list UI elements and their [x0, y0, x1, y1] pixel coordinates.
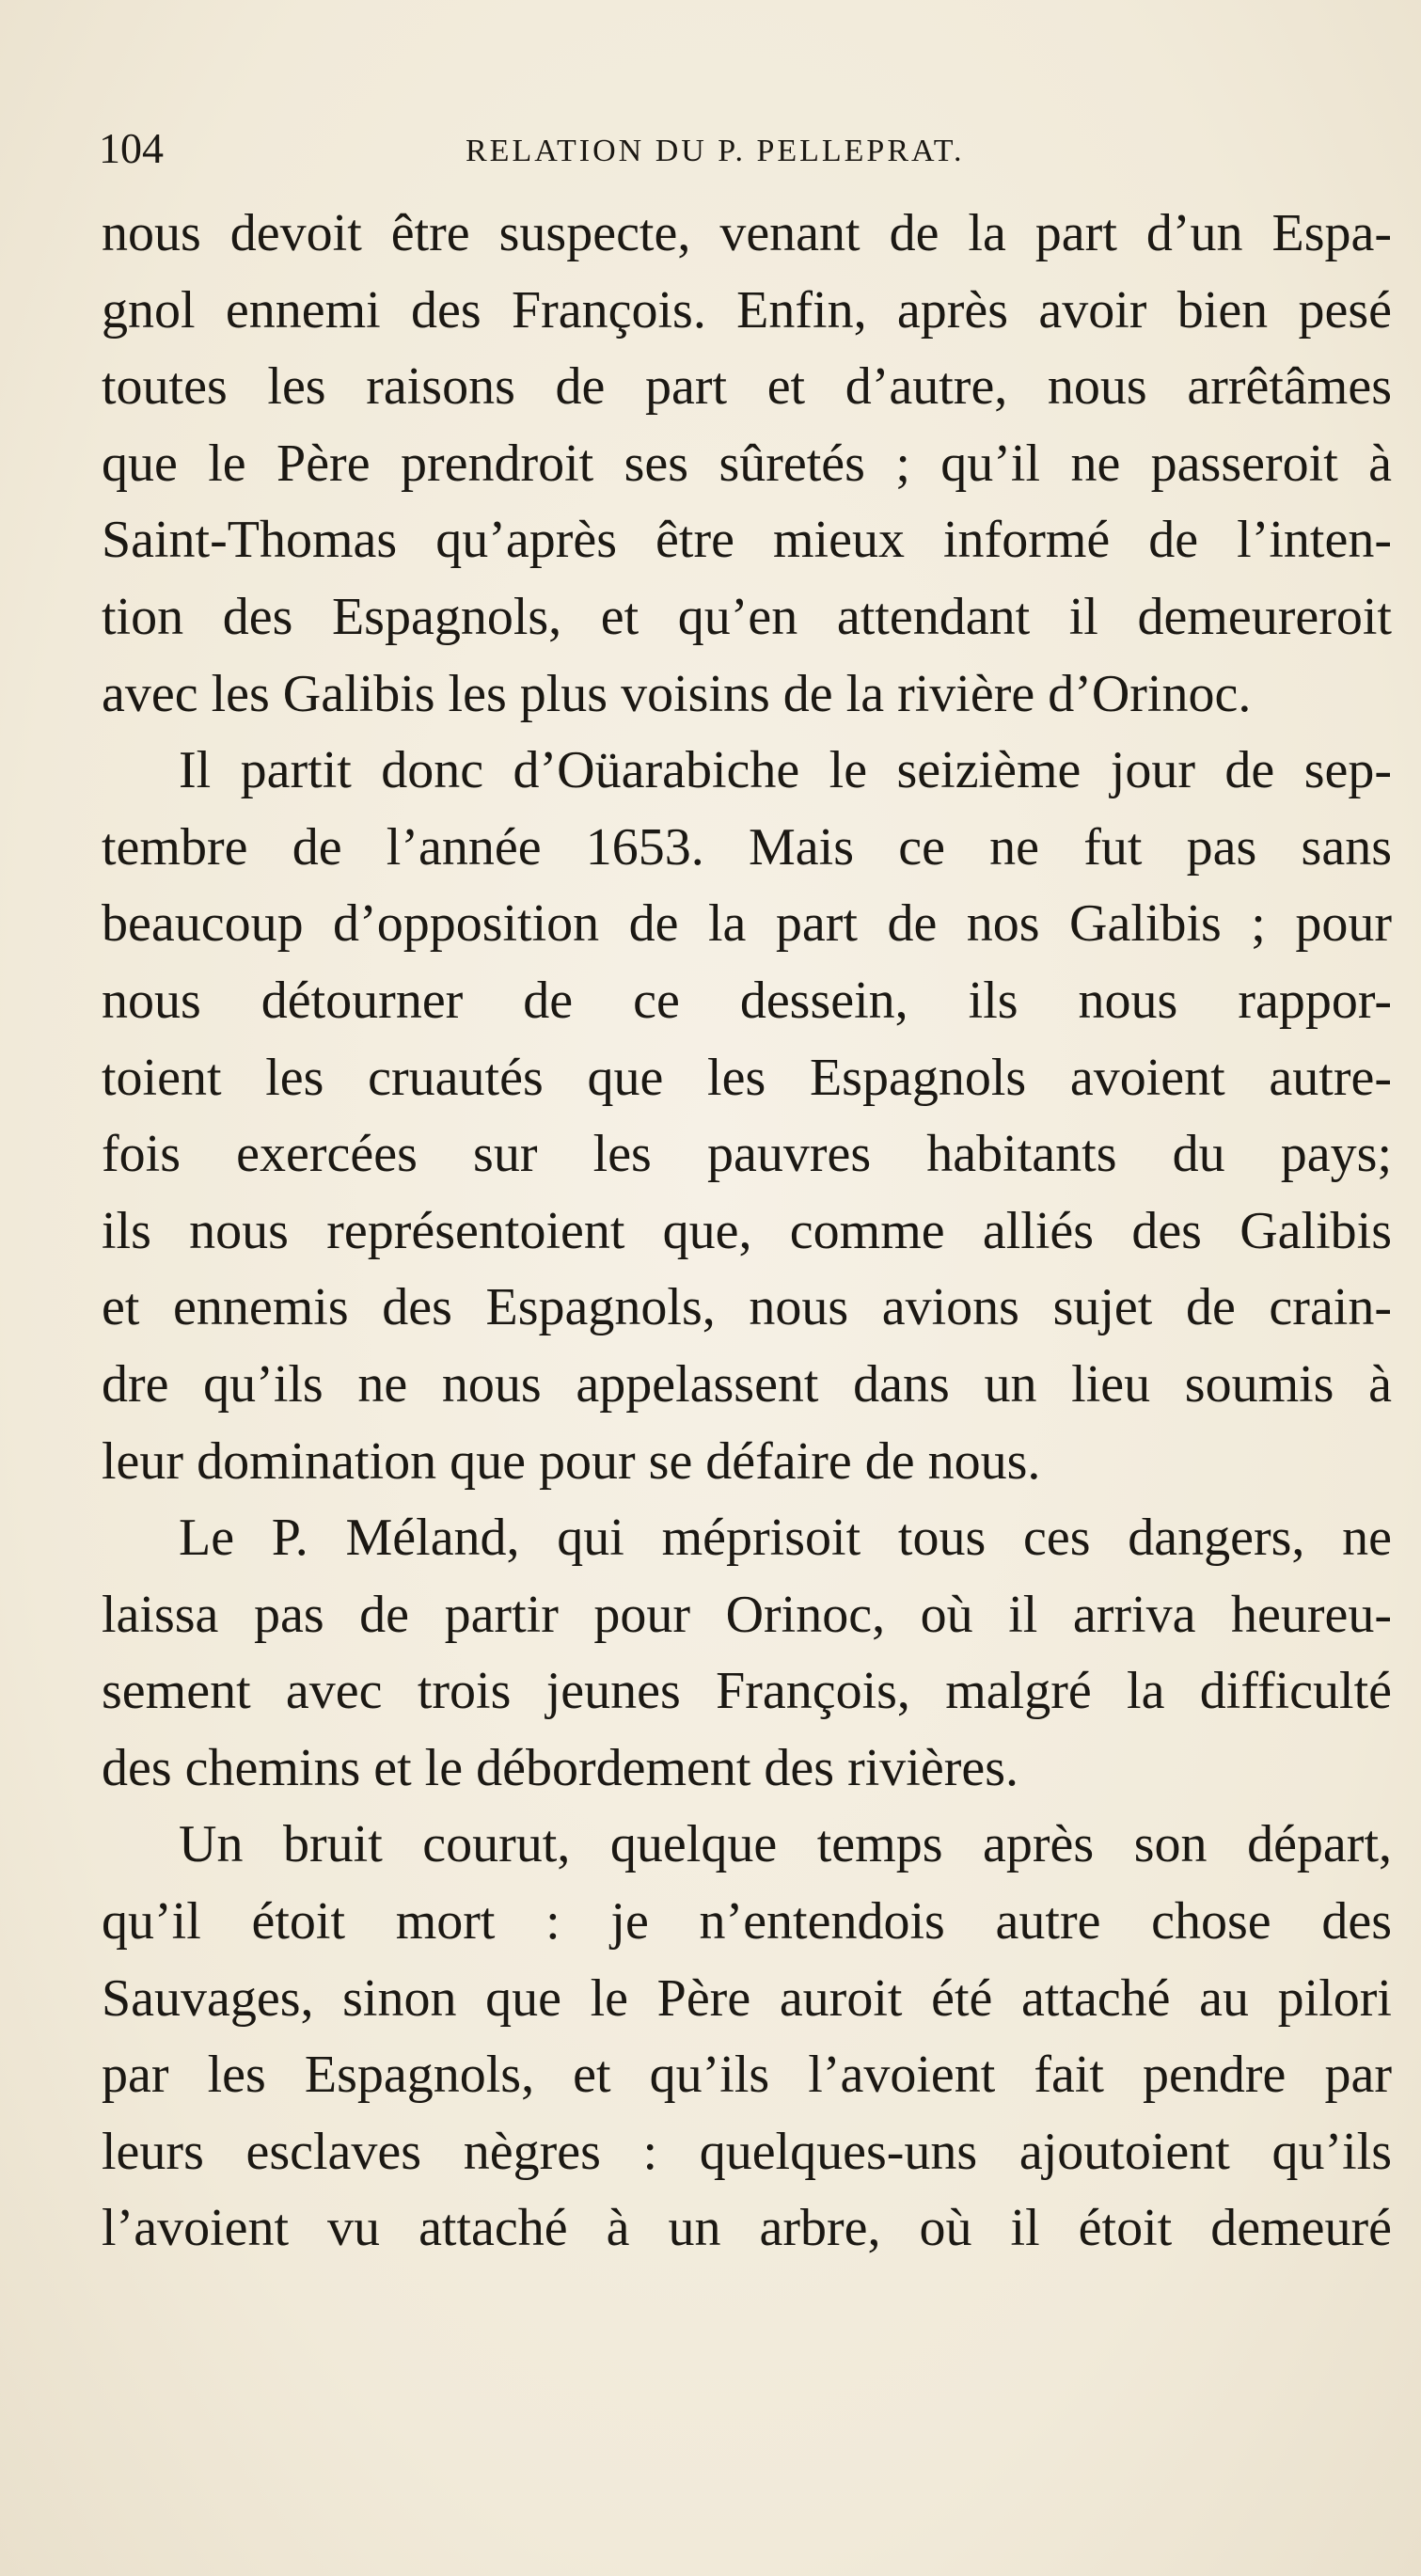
text-line: qu’il étoit mort : je n’entendois autre chose des	[102, 1892, 1392, 1952]
text-line: gnol ennemi des François. Enfin, après avoir bien pesé	[102, 280, 1392, 340]
text-line: Le P. Méland, qui méprisoit tous ces dangers, ne	[179, 1509, 1392, 1568]
page-number: 104	[99, 124, 164, 172]
text-line: des chemins et le débordement des rivières.	[102, 1738, 1018, 1797]
text-line: et ennemis des Espagnols, nous avions sujet de crain-	[102, 1278, 1392, 1337]
text-line: par les Espagnols, et qu’ils l’avoient fait pendre par	[102, 2046, 1392, 2105]
running-head: RELATION DU P. PELLEPRAT.	[466, 134, 965, 168]
text-line: nous détourner de ce dessein, ils nous rappor-	[102, 971, 1392, 1030]
text-line: laissa pas de partir pour Orinoc, où il arriva heureu-	[102, 1585, 1392, 1644]
page-header	[99, 120, 1387, 177]
text-line: Saint-Thomas qu’après être mieux informé de l’inten-	[102, 511, 1392, 570]
text-line: sement avec trois jeunes François, malgré la difficulté	[102, 1662, 1392, 1721]
text-line: Un bruit courut, quelque temps après son départ,	[179, 1815, 1392, 1874]
text-line: que le Père prendroit ses sûretés ; qu’il ne passeroit à	[102, 434, 1392, 493]
text-line: toient les cruautés que les Espagnols avoient autre-	[102, 1048, 1392, 1107]
text-line: tion des Espagnols, et qu’en attendant il demeureroit	[102, 587, 1392, 646]
text-line: beaucoup d’opposition de la part de nos Galibis ; pour	[102, 894, 1392, 954]
text-line: Il partit donc d’Oüarabiche le seizième jour de sep-	[179, 741, 1392, 800]
text-line: tembre de l’année 1653. Mais ce ne fut pas sans	[102, 817, 1392, 877]
text-line: leur domination que pour se défaire de nous.	[102, 1431, 1041, 1491]
text-line: ils nous représentoient que, comme alliés des Galibis	[102, 1201, 1392, 1260]
text-line: l’avoient vu attaché à un arbre, où il étoit demeuré	[102, 2199, 1392, 2258]
text-line: fois exercées sur les pauvres habitants du pays;	[102, 1125, 1392, 1184]
body-text	[102, 196, 1392, 2268]
text-line: toutes les raisons de part et d’autre, nous arrêtâmes	[102, 357, 1392, 417]
text-line: Sauvages, sinon que le Père auroit été attaché au pilori	[102, 1968, 1392, 2028]
text-line: dre qu’ils ne nous appelassent dans un lieu soumis à	[102, 1354, 1392, 1414]
text-line: avec les Galibis les plus voisins de la rivière d’Orinoc.	[102, 664, 1252, 723]
text-line: leurs esclaves nègres : quelques-uns ajoutoient qu’ils	[102, 2122, 1392, 2181]
text-line: nous devoit être suspecte, venant de la part d’un Espa-	[102, 204, 1392, 262]
